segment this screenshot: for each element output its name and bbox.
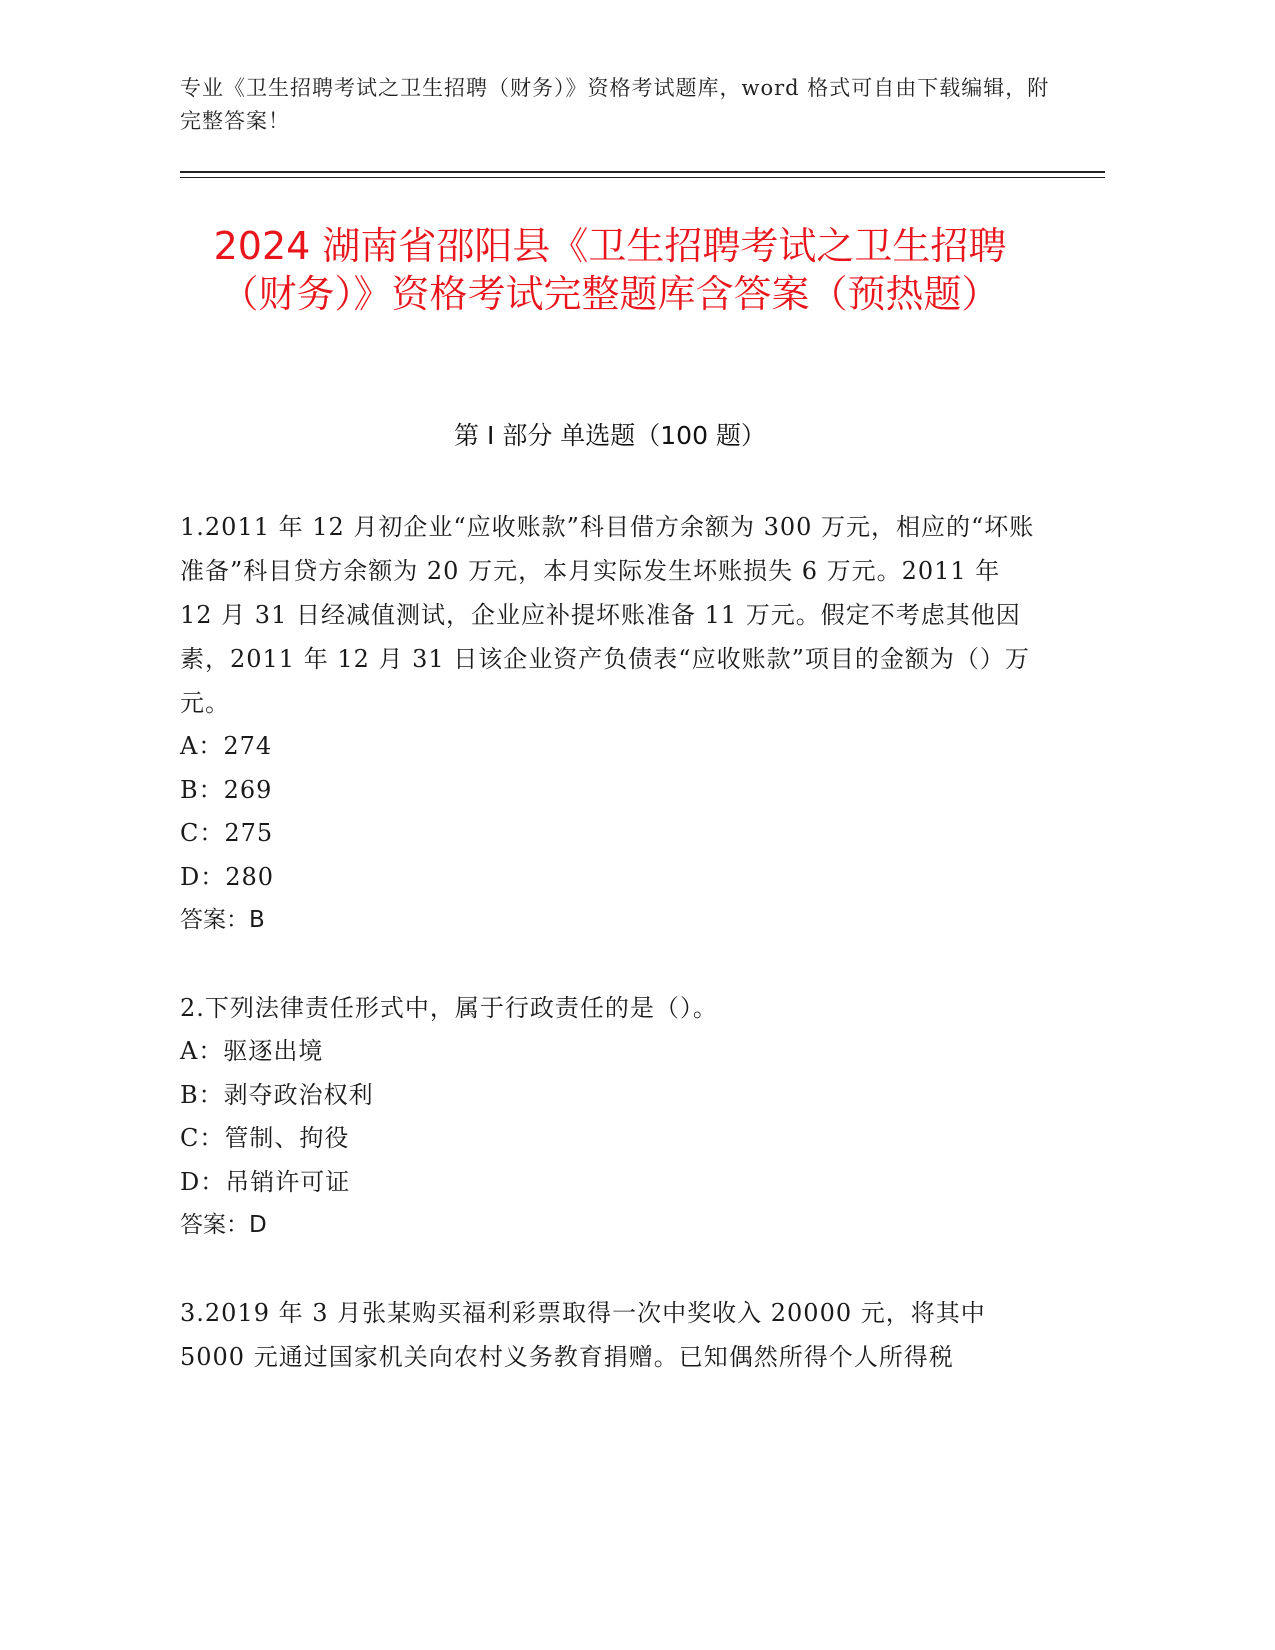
option-b: B：剥夺政治权利 <box>180 1080 374 1109</box>
option-a: A：274 <box>180 732 273 760</box>
header-note: 专业《卫生招聘考试之卫生招聘（财务）》资格考试题库，word 格式可自由下载编辑，附完整答案！ <box>180 76 1050 133</box>
option-c: C：275 <box>180 819 274 847</box>
question-3 <box>180 1291 1040 1379</box>
header-divider-thick <box>180 171 1105 173</box>
option-d: D：吊销许可证 <box>180 1167 351 1196</box>
answer-line: 答案：D <box>180 1212 267 1238</box>
option-b: B：269 <box>180 775 273 804</box>
header-divider-thin <box>180 177 1105 178</box>
question-stem: 3.2019 年 3 月张某购买福利彩票取得一次中奖收入 20000 元，将其中 5000 元通过国家机关向农村义务教育捐赠。已知偶然所得个人所得税 <box>180 1299 986 1371</box>
option-d: D：280 <box>180 862 275 891</box>
answer-line: 答案：B <box>180 907 265 933</box>
option-c: C：管制、拘役 <box>180 1124 350 1152</box>
section-heading: 第 I 部分 单选题（100 题） <box>454 421 766 450</box>
question-list <box>180 505 1040 1379</box>
question-1 <box>180 505 1040 942</box>
question-stem: 2.下列法律责任形式中，属于行政责任的是（）。 <box>180 994 718 1022</box>
option-a: A：驱逐出境 <box>180 1037 324 1065</box>
question-2 <box>180 986 1040 1247</box>
document-title: 2024 湖南省邵阳县《卫生招聘考试之卫生招聘（财务）》资格考试完整题库含答案（预热题） <box>213 224 1007 316</box>
question-stem: 1.2011 年 12 月初企业“应收账款”科目借方余额为 300 万元，相应的“坏账准备”科目贷方余额为 20 万元，本月实际发生坏账损失 6 万元。2011 年 12 月 31 日经减值测试，企业应补提坏账准备 11 万元。假定不考虑其他因素，2011 年 12 月 31 日该企业资产负债表“应收账款”项目的金额为（）万元。 <box>180 513 1035 717</box>
